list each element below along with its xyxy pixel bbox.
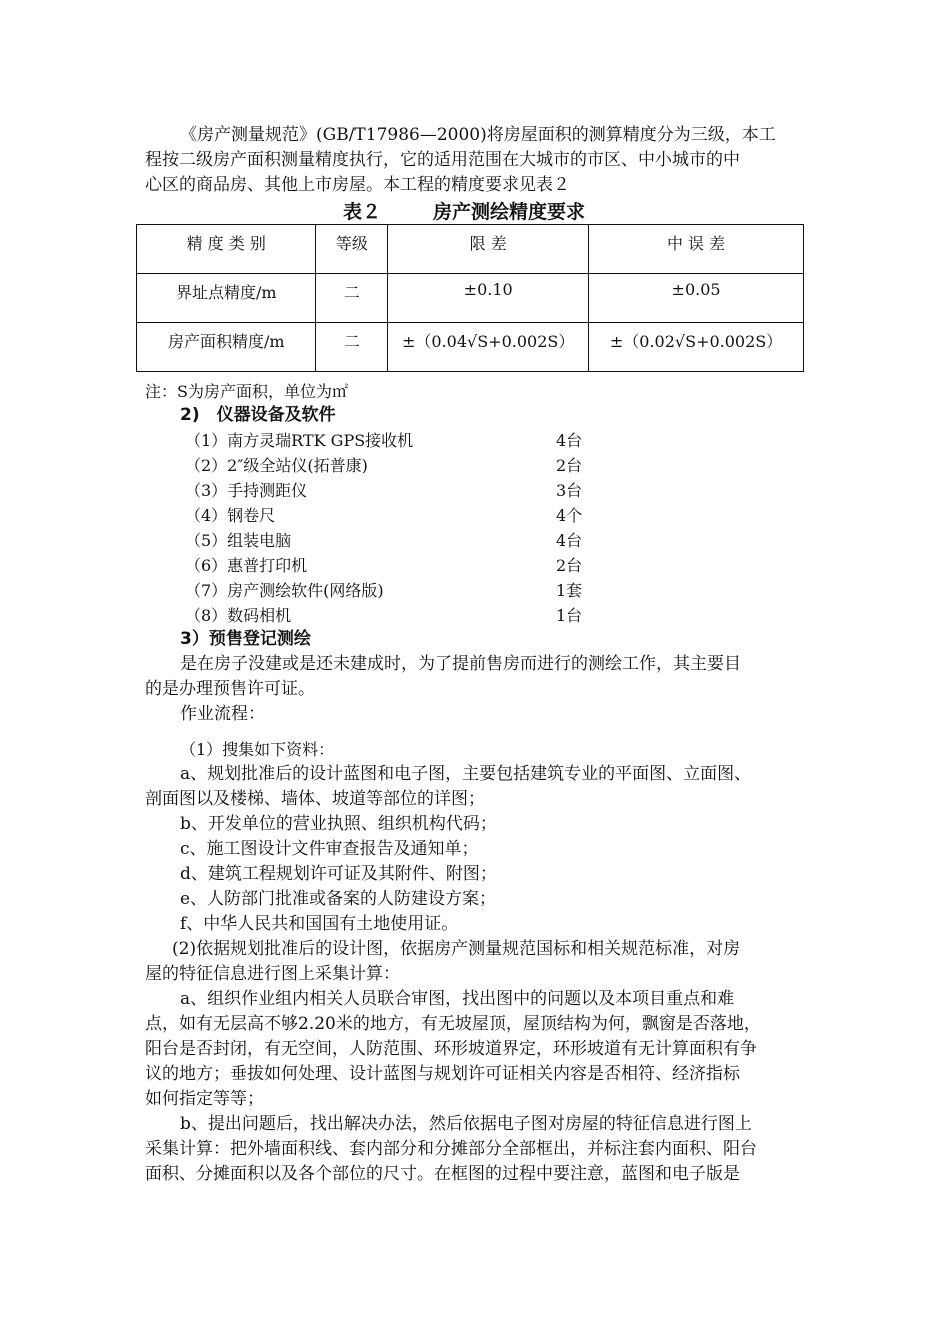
table-row	[137, 274, 804, 323]
table-cell: 房产面积精度/m	[137, 323, 316, 372]
table-header-row	[137, 225, 804, 274]
table-cell: 界址点精度/m	[137, 274, 316, 323]
step1-title: （1）搜集如下资料：	[180, 740, 335, 759]
table-cell: ±0.10	[388, 274, 589, 323]
step2-item-b-line-1: b、提出问题后，找出解决办法，然后依据电子图对房屋的特征信息进行图上	[180, 1114, 752, 1134]
presale-intro-line-2: 的是办理预售许可证。	[145, 679, 315, 699]
table-header-cell: 等级	[316, 225, 388, 274]
table-cell: ±（0.02√S+0.002S）	[589, 323, 804, 372]
step2-item-a-line-1: a、组织作业组内相关人员联合审图，找出图中的问题以及本项目重点和难	[180, 989, 735, 1009]
step2-item-a-line-3: 阳台是否封闭，有无空间，人防范围、环形坡道界定，环形坡道有无计算面积有争	[145, 1039, 757, 1059]
intro-line-1: 《房产测量规范》(GB/T17986—2000)将房屋面积的测算精度分为三级，本工	[180, 125, 776, 145]
step2-item-a-line-5: 如何指定等等；	[145, 1089, 264, 1109]
table-header-cell: 中 误 差	[589, 225, 804, 274]
table-cell: 二	[316, 323, 388, 372]
step2-item-a-line-4: 议的地方；垂拔如何处理、设计蓝图与规划许可证相关内容是否相符、经济指标	[145, 1064, 740, 1084]
step2-line-1: (2)依据规划批准后的设计图，依据房产测量规范国标和相关规范标准，对房	[172, 939, 741, 959]
step1-item-d: d、建筑工程规划许可证及其附件、附图；	[180, 864, 497, 884]
table-note: 注：S为房产面积，单位为㎡	[145, 382, 348, 401]
equipment-item: （4）钢卷尺 4个	[185, 506, 583, 525]
table-caption-title: 房产测绘精度要求	[433, 201, 586, 223]
step2-item-b-line-3: 面积、分摊面积以及各个部位的尺寸。在框图的过程中要注意，蓝图和电子版是	[145, 1164, 740, 1184]
equipment-item: （7）房产测绘软件(网络版) 1套	[185, 581, 583, 600]
intro-line-3: 心区的商品房、其他上市房屋。本工程的精度要求见表２	[145, 175, 570, 195]
table-cell: ±（0.04√S+0.002S）	[388, 323, 589, 372]
equipment-item: （3）手持测距仪 3台	[185, 481, 583, 500]
table-header-cell: 限 差	[388, 225, 589, 274]
table-row	[137, 323, 804, 372]
flow-label: 作业流程：	[180, 704, 265, 724]
precision-table	[136, 224, 804, 372]
step2-item-a-line-2: 点，如有无层高不够2.20米的地方，有无坡屋顶，屋顶结构为何，飘窗是否落地，	[145, 1014, 761, 1034]
step2-item-b-line-2: 采集计算：把外墙面积线、套内部分和分摊部分全部框出，并标注套内面积、阳台	[145, 1139, 757, 1159]
equipment-item: （8）数码相机 1台	[185, 606, 583, 625]
table-header-cell: 精 度 类 别	[137, 225, 316, 274]
equipment-item: （5）组装电脑 4台	[185, 531, 583, 550]
step2-line-2: 屋的特征信息进行图上采集计算：	[145, 964, 400, 984]
step1-item-b: b、开发单位的营业执照、组织机构代码；	[180, 814, 497, 834]
equipment-heading: 2) 仪器设备及软件	[180, 405, 336, 425]
presale-intro-line-1: 是在房子没建或是还未建成时，为了提前售房而进行的测绘工作，其主要目	[180, 654, 741, 674]
intro-line-2: 程按二级房产面积测量精度执行，它的适用范围在大城市的市区、中小城市的中	[145, 150, 740, 170]
equipment-item: （6）惠普打印机 2台	[185, 556, 583, 575]
table-cell: 二	[316, 274, 388, 323]
equipment-item: （2）2″级全站仪(拓普康) 2台	[185, 456, 583, 475]
step1-item-e: e、人防部门批准或备案的人防建设方案；	[180, 889, 497, 909]
table-caption-number: 表２	[343, 201, 382, 223]
table-cell: ±0.05	[589, 274, 804, 323]
step1-item-a-line-2: 剖面图以及楼梯、墙体、坡道等部位的详图；	[145, 789, 485, 809]
step1-item-c: c、施工图设计文件审查报告及通知单；	[180, 839, 479, 859]
equipment-item: （1）南方灵瑞RTK GPS接收机 4台	[185, 431, 583, 450]
presale-heading: 3）预售登记测绘	[180, 629, 311, 649]
step1-item-a-line-1: a、规划批准后的设计蓝图和电子图，主要包括建筑专业的平面图、立面图、	[180, 764, 752, 784]
step1-item-f: f、中华人民共和国国有土地使用证。	[180, 914, 459, 934]
